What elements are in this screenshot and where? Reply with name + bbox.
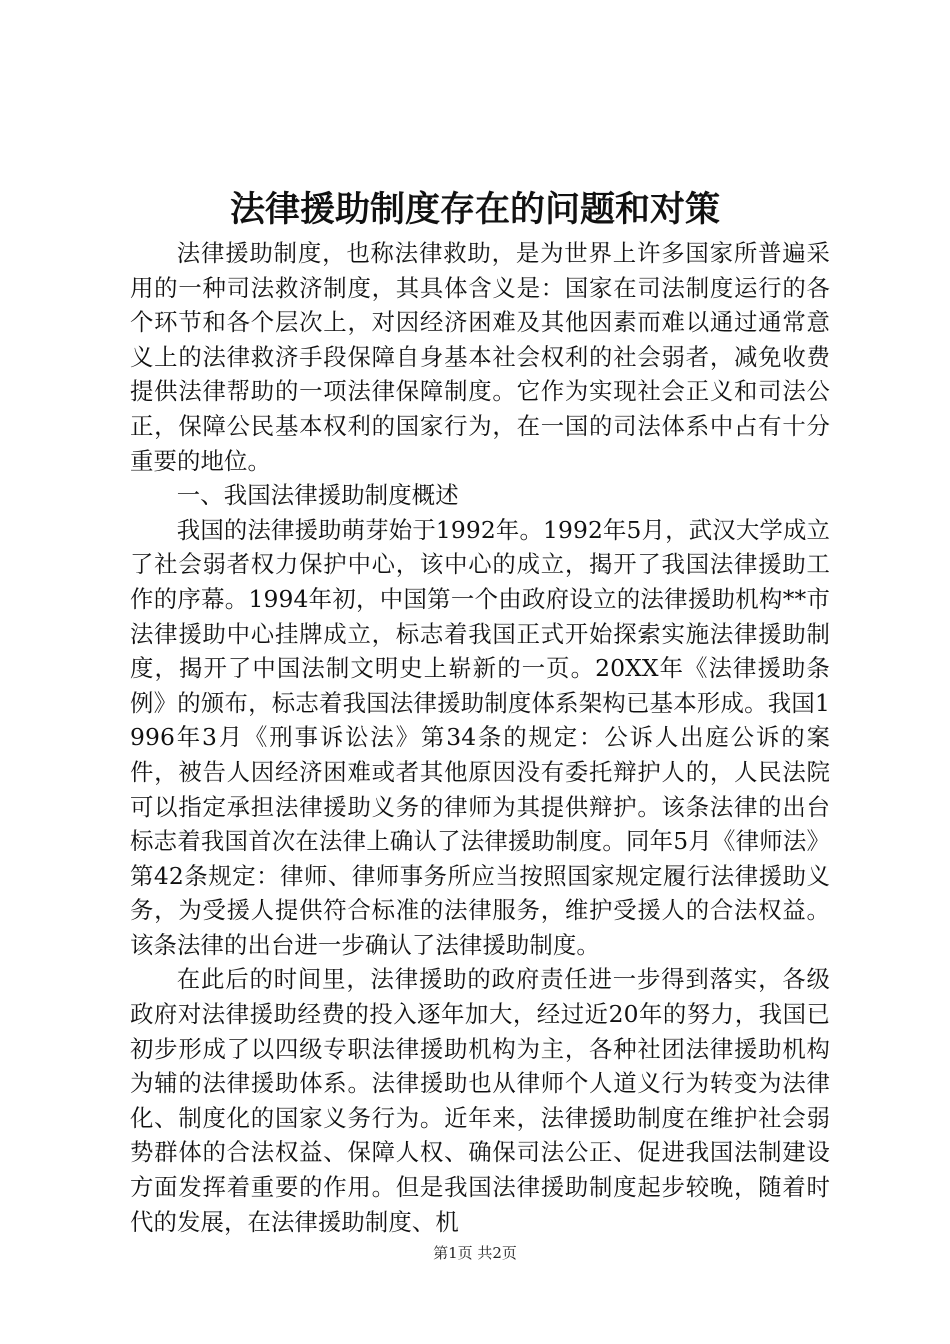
paragraph-development: 在此后的时间里，法律援助的政府责任进一步得到落实，各级政府对法律援助经费的投入逐年加大，经过近20年的努力，我国已初步形成了以四级专职法律援助机构为主，各种社团法律援助机构为辅的法律援助体系。法律援助也从律师个人道义行为转变为法律化、制度化的国家义务行为。近年来，法律援助制度在维护社会弱势群体的合法权益、保障人权、确保司法公正、促进我国法制建设方面发挥着重要的作用。但是我国法律援助制度起步较晚，随着时代的发展，在法律援助制度、机 <box>130 965 830 1236</box>
section-heading-overview: 一、我国法律援助制度概述 <box>176 481 459 510</box>
document-title: 法律援助制度存在的问题和对策 <box>229 189 720 230</box>
paragraph-history: 我国的法律援助萌芽始于1992年。1992年5月，武汉大学成立了社会弱者权力保护中心，该中心的成立，揭开了我国法律援助工作的序幕。1994年初，中国第一个由政府设立的法律援助机构**市法律援助中心挂牌成立，标志着我国正式开始探索实施法律援助制度，揭开了中国法制文明史上崭新的一页。20XX年《法律援助条例》的颁布，标志着我国法律援助制度体系架构已基本形成。我国1996年3月《刑事诉讼法》第34条的规定：公诉人出庭公诉的案件，被告人因经济困难或者其他原因没有委托辩护人的，人民法院可以指定承担法律援助义务的律师为其提供辩护。该条法律的出台标志着我国首次在法律上确认了法律援助制度。同年5月《律师法》第42条规定：律师、律师事务所应当按照国家规定履行法律援助义务，为受援人提供符合标准的法律服务，维护受援人的合法权益。该条法律的出台进一步确认了法律援助制度。 <box>130 515 830 959</box>
document-body <box>130 236 830 1239</box>
page-number-footer: 第1页 共2页 <box>433 1244 517 1262</box>
paragraph-intro: 法律援助制度，也称法律救助，是为世界上许多国家所普遍采用的一种司法救济制度，其具体含义是：国家在司法制度运行的各个环节和各个层次上，对因经济困难及其他因素而难以通过通常意义上的法律救济手段保障自身基本社会权利的社会弱者，减免收费提供法律帮助的一项法律保障制度。它作为实现社会正义和司法公正，保障公民基本权利的国家行为，在一国的司法体系中占有十分重要的地位。 <box>130 239 830 475</box>
